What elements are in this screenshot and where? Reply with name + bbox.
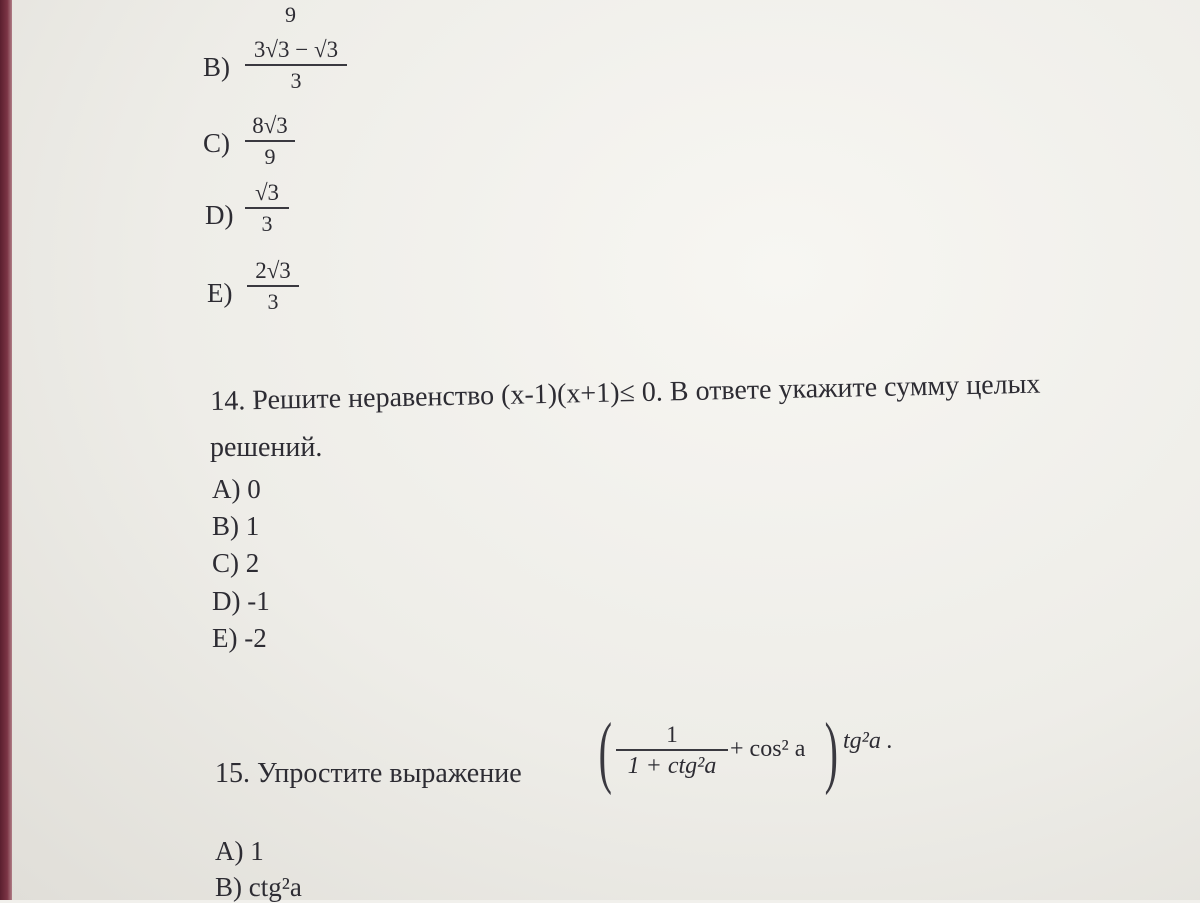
fraction-denominator: 3 — [261, 210, 273, 236]
fraction-numerator: 3√3 − √3 — [253, 37, 339, 62]
option-label: B) — [203, 52, 230, 82]
fraction-denominator: 3 — [290, 67, 302, 93]
answer-option: B) ctg²a — [215, 872, 302, 902]
fraction-numerator: 8√3 — [252, 113, 288, 138]
answer-option: C) 2 — [212, 548, 260, 578]
option-label: C) — [203, 128, 230, 158]
fraction-bar — [245, 140, 295, 142]
expression-tail: tg²a . — [843, 728, 893, 754]
fraction-bar — [245, 64, 347, 66]
fraction-numerator: √3 — [254, 180, 280, 205]
answer-option: A) 1 — [215, 836, 264, 866]
expression-fraction — [616, 722, 728, 778]
fraction-numerator: 1 — [666, 722, 678, 747]
question-14-line2: решений. — [210, 432, 323, 463]
fraction-bar — [616, 749, 728, 751]
fraction-denominator: 3 — [267, 288, 279, 314]
partial-denominator: 9 — [285, 2, 296, 27]
fraction-denominator: 9 — [264, 143, 276, 169]
fraction-bar — [247, 285, 299, 287]
fraction-numerator: 2√3 — [255, 258, 291, 283]
answer-option: B) 1 — [212, 511, 260, 541]
fraction-bar — [245, 207, 289, 209]
option-label: E) — [207, 278, 233, 308]
fraction-denominator: 1 + ctg²a — [627, 752, 717, 779]
option-fraction — [245, 180, 289, 236]
expression-middle: + cos² a — [730, 736, 806, 762]
right-parenthesis: ) — [824, 708, 838, 796]
left-parenthesis: ( — [598, 708, 612, 796]
answer-option: D) -1 — [212, 586, 270, 616]
answer-option: A) 0 — [212, 474, 261, 504]
option-fraction — [245, 37, 347, 93]
question-14-line1: 14. Решите неравенство (x-1)(x+1)≤ 0. В ответе укажите сумму целых — [210, 368, 1041, 417]
question-15-text: 15. Упростите выражение — [215, 758, 522, 789]
answer-option: E) -2 — [212, 623, 267, 653]
option-label: D) — [205, 200, 234, 230]
option-fraction — [247, 258, 299, 314]
option-fraction — [245, 113, 295, 169]
page-edge — [0, 0, 12, 900]
